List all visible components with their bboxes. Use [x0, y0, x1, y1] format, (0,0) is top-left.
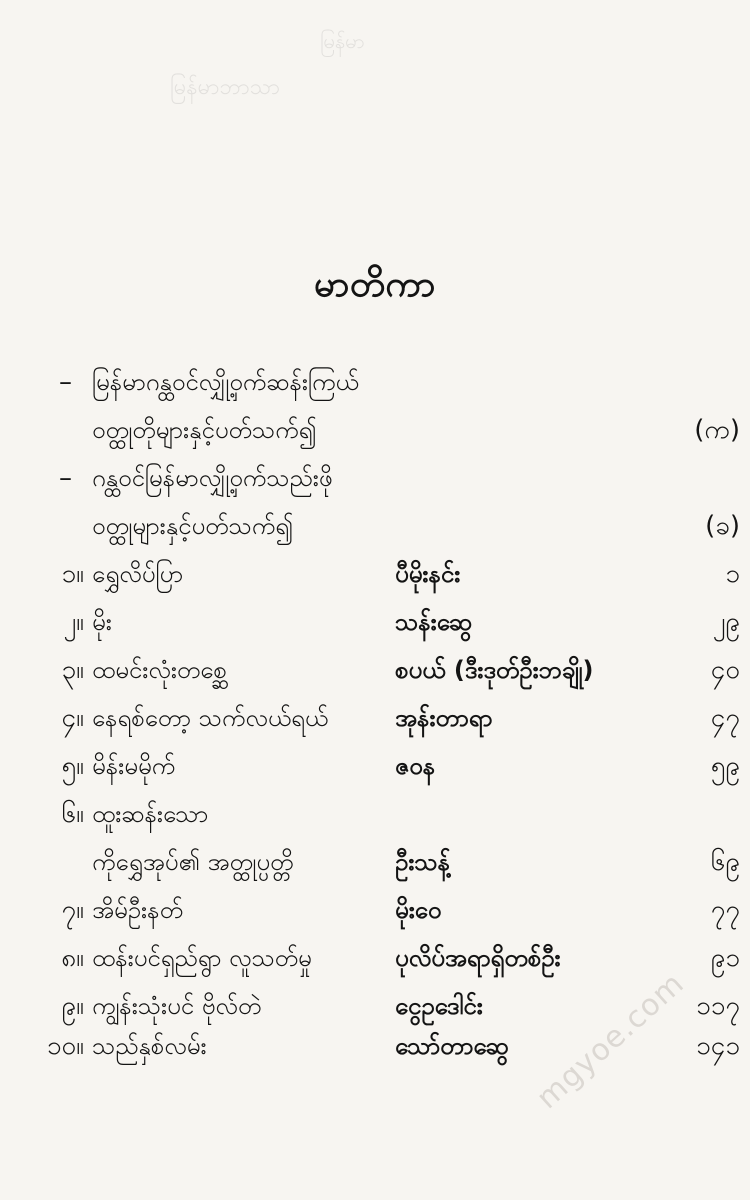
toc-author: ပီမိုးနင်း	[395, 560, 461, 588]
toc-title: မိုး	[92, 608, 112, 636]
toc-row	[0, 840, 750, 884]
toc-number: –	[59, 463, 72, 493]
toc-number: ၇။	[61, 895, 84, 925]
toc-row	[0, 696, 750, 740]
toc-title: မြန်မာဂန္ထဝင်လျှို့ဝှက်ဆန်းကြယ်	[92, 368, 359, 396]
toc-title: အိမ်ဦးနတ်	[92, 896, 183, 924]
bleed-through-text	[0, 0, 750, 120]
toc-number: ၉။	[61, 991, 84, 1021]
toc-author: ဇဝန	[395, 752, 436, 780]
toc-row	[0, 360, 750, 404]
toc-title: ဂန္ထဝင်မြန်မာလျှို့ဝှက်သည်းဖို	[92, 464, 333, 492]
toc-title: ကိုရွှေအုပ်၏ အတ္ထုပ္ပတ္တိ	[92, 848, 294, 876]
toc-title: ဝတ္ထုများနှင့်ပတ်သက်၍	[92, 512, 294, 540]
bleed-through-line: မြန်မာ	[320, 29, 365, 53]
toc-author: ပုလိပ်အရာရှိတစ်ဦး	[395, 944, 561, 972]
bleed-through-line: မြန်မာဘာသာ	[170, 75, 280, 100]
toc-page: ၉၁	[710, 943, 740, 973]
toc-number: ၈။	[61, 943, 84, 973]
toc-row	[0, 456, 750, 500]
toc-page: ၆၉	[710, 847, 740, 877]
toc-page: ၄၀	[710, 655, 740, 685]
toc-number: ၁။	[61, 559, 84, 589]
toc-title: ဝတ္ထုတိုများနှင့်ပတ်သက်၍	[92, 416, 317, 444]
table-of-contents	[0, 360, 750, 1070]
toc-page: ၅၉	[710, 751, 740, 781]
toc-row	[0, 408, 750, 452]
toc-number: ၁၀။	[46, 1031, 84, 1061]
toc-row	[0, 888, 750, 932]
toc-row	[0, 600, 750, 644]
toc-page: ၂၉	[712, 607, 740, 637]
toc-number: ၅။	[61, 751, 84, 781]
toc-author: ငွေဥဒေါင်း	[395, 992, 483, 1020]
toc-number: ၄။	[61, 703, 84, 733]
toc-title: ထမင်းလုံးတစ္ဆေ	[92, 656, 227, 684]
toc-number: –	[59, 367, 72, 397]
toc-row	[0, 792, 750, 836]
toc-author: သန်းဆွေ	[395, 608, 473, 636]
toc-page: ၄၇	[710, 703, 740, 733]
toc-title: နေရစ်တော့ သက်လယ်ရယ်	[92, 704, 329, 732]
page-title: မာတိကာ	[314, 264, 436, 305]
watermark: mgyoe.com	[530, 965, 692, 1117]
toc-title: ထူးဆန်းသော	[92, 800, 209, 828]
toc-author: ဦးသန့်	[395, 848, 451, 876]
toc-page: ၇၇	[710, 895, 740, 925]
toc-author: စပယ် (ဒီးဒုတ်ဦးဘချို)	[395, 656, 594, 684]
toc-author: သော်တာဆွေ	[395, 1032, 509, 1060]
toc-title: ရွှေလိပ်ပြာ	[92, 560, 184, 588]
toc-row	[0, 504, 750, 548]
toc-row	[0, 936, 750, 980]
toc-page: (က)	[694, 415, 740, 445]
toc-page: ၁၁၇	[696, 991, 740, 1021]
toc-title: မိန်းမမိုက်	[92, 752, 176, 780]
toc-page: ၁	[725, 559, 740, 589]
toc-number: ၆။	[61, 799, 84, 829]
toc-author: အုန်းတာရာ	[395, 704, 493, 732]
toc-number: ၂။	[63, 607, 84, 637]
toc-row	[0, 552, 750, 596]
toc-page: (ခ)	[705, 511, 740, 541]
toc-author: မိုးဝေ	[395, 896, 442, 924]
toc-page: ၁၄၁	[696, 1031, 740, 1061]
toc-title: ကျွန်းသုံးပင် ဗိုလ်တဲ	[92, 992, 262, 1020]
toc-title: ထန်းပင်ရှည်ရွာ လူသတ်မှု	[92, 944, 312, 972]
toc-number: ၃။	[61, 655, 84, 685]
toc-row	[0, 744, 750, 788]
toc-title: သည်နှစ်လမ်း	[92, 1032, 207, 1060]
toc-row	[0, 648, 750, 692]
